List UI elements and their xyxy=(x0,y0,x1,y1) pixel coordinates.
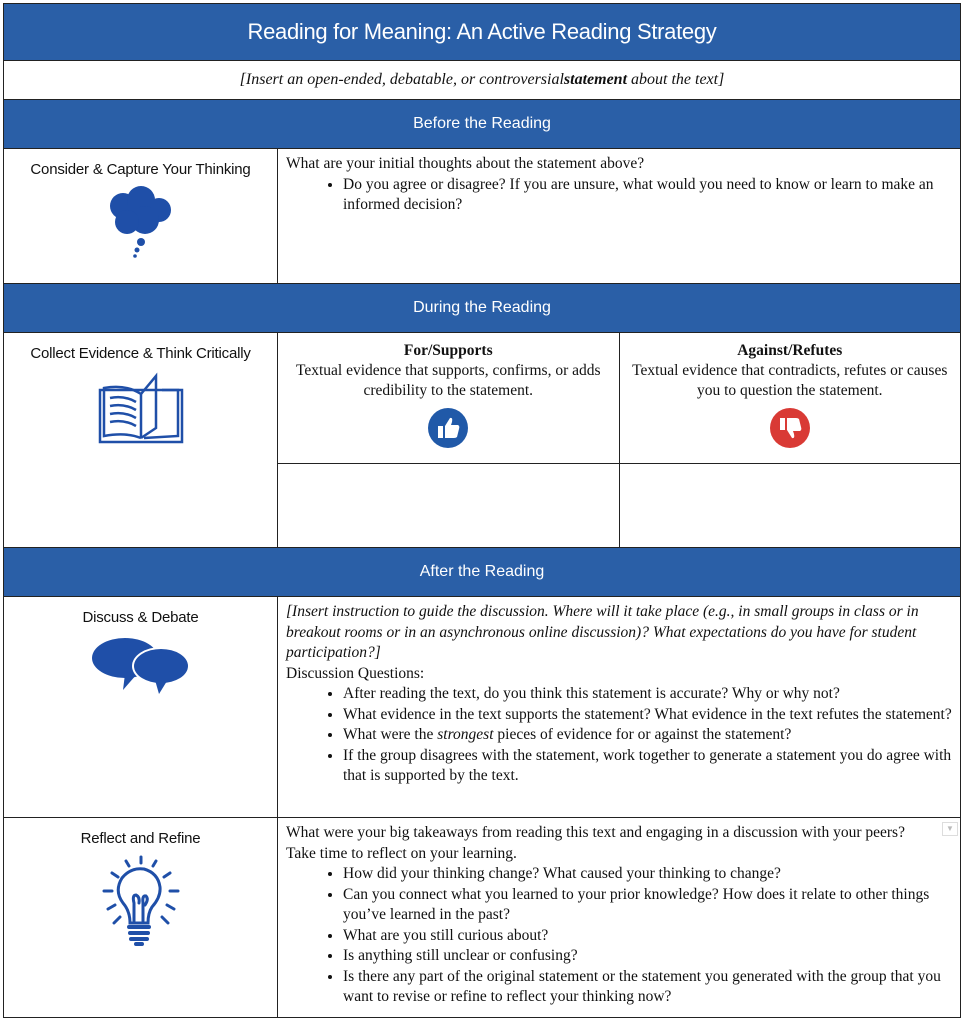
before-label: Consider & Capture Your Thinking xyxy=(30,161,251,178)
page-title: Reading for Meaning: An Active Reading Strategy xyxy=(4,4,960,61)
list-item: • After reading the text, do you think this statement is accurate? Why or why not? xyxy=(343,684,952,705)
for-title: For/Supports xyxy=(403,342,493,359)
during-label: Collect Evidence & Think Critically xyxy=(30,345,251,362)
list-item xyxy=(343,725,952,746)
evidence-grid xyxy=(278,333,960,547)
reflect-intro: What were your big takeaways from reading this text and engaging in a discussion with your peers? Take time to reflect on your learning. xyxy=(286,824,905,862)
list-item: • If the group disagrees with the statement, work together to generate a statement you do agree with that is supported by the text. xyxy=(343,746,952,787)
discussion-questions-label: Discussion Questions: xyxy=(286,664,425,682)
dropdown-arrow-icon[interactable]: ▼ xyxy=(942,822,958,836)
before-intro: What are your initial thoughts about the statement above? xyxy=(286,155,645,172)
discuss-label: Discuss & Debate xyxy=(82,609,199,626)
discuss-label-cell xyxy=(4,597,278,817)
reflect-row xyxy=(4,818,960,1017)
for-supports-cell xyxy=(278,333,619,463)
list-item: • Is anything still unclear or confusing? xyxy=(343,946,952,967)
before-content[interactable] xyxy=(278,149,960,283)
during-reading-header: During the Reading xyxy=(4,284,960,333)
list-item: • Can you connect what you learned to your prior knowledge? How does it relate to other things you’ve learned in the past? xyxy=(343,885,952,926)
emphasis: strongest xyxy=(437,726,494,743)
list-item: • What are you still curious about? xyxy=(343,926,952,947)
for-evidence-input[interactable] xyxy=(278,464,619,547)
statement-text-end: about the text] xyxy=(627,71,725,88)
text: What were the xyxy=(343,726,438,743)
for-text: Textual evidence that supports, confirms, or adds credibility to the statement. xyxy=(295,362,601,399)
list-item: • What evidence in the text supports the statement? What evidence in the text refutes the statement? xyxy=(343,705,952,726)
list-item: • Is there any part of the original statement or the statement you generated with the group that you want to revise or refine to reflect your thinking now? xyxy=(343,967,952,1008)
during-label-cell xyxy=(4,333,278,547)
thumbs-down-icon xyxy=(769,407,811,449)
before-label-cell xyxy=(4,149,278,283)
open-book-icon xyxy=(96,368,186,448)
discuss-content[interactable] xyxy=(278,597,960,817)
strategy-table xyxy=(3,3,961,1018)
reflect-label: Reflect and Refine xyxy=(80,830,201,847)
thought-cloud-icon xyxy=(101,184,181,264)
statement-prompt[interactable] xyxy=(4,61,960,100)
during-row xyxy=(4,333,960,548)
text: pieces of evidence for or against the statement? xyxy=(493,726,792,743)
before-reading-header: Before the Reading xyxy=(4,100,960,149)
discuss-row xyxy=(4,597,960,818)
reflect-content[interactable] xyxy=(278,818,960,1017)
against-evidence-input[interactable] xyxy=(619,464,961,547)
thumbs-up-icon xyxy=(427,407,469,449)
after-reading-header: After the Reading xyxy=(4,548,960,597)
discuss-instruction: [Insert instruction to guide the discussion. Where will it take place (e.g., in small groups in class or in breakout rooms or in an asynchronous online discussion)? What expectations do you have for student participation?] xyxy=(286,603,919,661)
against-text: Textual evidence that contradicts, refutes or causes you to question the statement. xyxy=(632,362,948,399)
speech-bubbles-icon xyxy=(89,632,193,702)
before-row xyxy=(4,149,960,284)
statement-text: [Insert an open-ended, debatable, or controversial xyxy=(239,71,564,88)
list-item: • Do you agree or disagree? If you are unsure, what would you need to know or learn to make an informed decision? xyxy=(343,175,952,216)
reflect-label-cell xyxy=(4,818,278,1017)
list-item: • How did your thinking change? What caused your thinking to change? xyxy=(343,864,952,885)
against-refutes-cell xyxy=(619,333,961,463)
statement-bold: statement xyxy=(563,71,628,88)
against-title: Against/Refutes xyxy=(737,342,843,359)
lightbulb-icon xyxy=(96,853,186,953)
